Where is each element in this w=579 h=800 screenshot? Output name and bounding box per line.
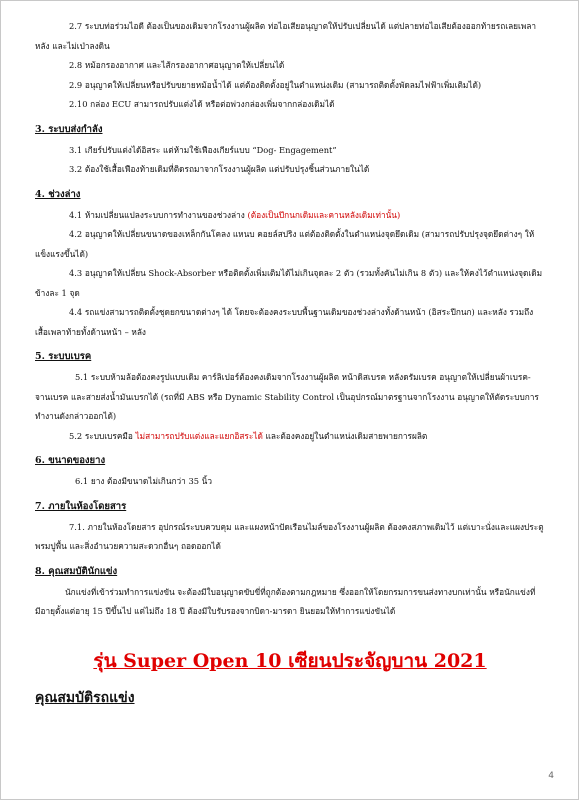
item-5-2 [35, 427, 545, 447]
page-number: 4 [548, 771, 554, 781]
item-3-2: 3.2 ต้องใช้เสื้อเฟืองท้ายเดิมที่ติดรถมาจากโรงงานผู้ผลิต แต่ปรับปรุงชิ้นส่วนภายในได้ [69, 164, 370, 174]
item-5-2-highlight: ไม่สามารถปรับแต่งและแยกอิสระได้ [135, 430, 263, 441]
item-4-1-text: 4.1 ห้ามเปลี่ยนแปลงระบบการทำงานของช่วงล่าง [69, 209, 248, 220]
item-4-1 [35, 206, 545, 226]
item-4-2: 4.2 อนุญาตให้เปลี่ยนขนาดของเหล็กกันโคลง แหนบ คอยล์สปริง แต่ต้องติดตั้งในตำแหน่งจุดยึดเดิม (สามารถปรับปรุงจุดยึดต่างๆ ให้แข็งแรงขึ้นได้) [35, 229, 535, 259]
item-5-2-text-a: 5.2 ระบบเบรคมือ [69, 430, 136, 441]
section-8-heading: 8. คุณสมบัตินักแข่ง [35, 565, 118, 577]
section-7-heading: 7. ภายในห้องโดยสาร [35, 500, 127, 512]
section-3-heading: 3. ระบบส่งกำลัง [35, 123, 103, 135]
section-4-heading: 4. ช่วงล่าง [35, 188, 81, 200]
section-8-body: นักแข่งที่เข้าร่วมทำการแข่งขัน จะต้องมีใบอนุญาตขับขี่ที่ถูกต้องตามกฎหมาย ซึ่งออกให้โดยกรมการขนส่งทางบกเท่านั้น หรือนักแข่งที่มีอายุตั้งแต่อายุ 15 ปีขึ้นไป แต่ไม่ถึง 18 ปี ต้องมีใบรับรองจากบิดา-มารดา ยินยอมให้ทำการแข่งขันได้ [35, 586, 536, 616]
class-title: รุ่น Super Open 10 เซียนประจัญบาน 2021 [93, 649, 487, 672]
page-content [35, 17, 545, 710]
item-5-1: 5.1 ระบบห้ามล้อต้องคงรูปแบบเดิม คาร์ลิเปอร์ต้องคงเดิมจากโรงงานผู้ผลิต หน้าดิสเบรค หลังดรัมเบรค อนุญาตให้เปลี่ยนผ้าเบรค-จานเบรค และสายส่งน้ำมันเบรกได้ (รถที่มี ABS หรือ Dynamic Stability Control เป็นอุปกรณ์มาตรฐานจากโรงงาน อนุญาตให้ตัดระบบการทำงานดังกล่าวออกได้) [35, 372, 539, 421]
item-4-1-highlight: (ต้องเป็นปีกนกเดิมและคานหลังเดิมเท่านั้น) [247, 209, 401, 220]
item-4-4: 4.4 รถแข่งสามารถติดตั้งชุดยกขนาดต่างๆ ได้ โดยจะต้องคงระบบพื้นฐานเดิมของช่วงล่างทั้งด้านหน้า (อิสระปีกนก) และหลัง รวมถึงเสื้อเพลาท้ายทั้งด้านหน้า – หลัง [35, 307, 534, 337]
class-subtitle: คุณสมบัติรถแข่ง [35, 689, 135, 706]
item-2-7: 2.7 ระบบท่อร่วมไอดี ต้องเป็นของเดิมจากโรงงานผู้ผลิต ท่อไอเสียอนุญาตให้ปรับเปลี่ยนได้ แต่ปลายท่อไอเสียต้องออกท้ายรถเลยเพลาหลัง และไม่เป่าลงดิน [35, 21, 537, 51]
item-4-3: 4.3 อนุญาตให้เปลี่ยน Shock-Absorber หรือติดตั้งเพิ่มเติมได้ไม่เกินจุดละ 2 ตัว (รวมทั้งคันไม่เกิน 8 ตัว) และให้คงไว้ตำแหน่งจุดเดิมข้างละ 1 จุด [35, 268, 543, 298]
item-5-2-text-b: และต้องคงอยู่ในตำแหน่งเดิมสายพายการผลิต [262, 430, 428, 441]
item-3-1: 3.1 เกียร์ปรับแต่งได้อิสระ แต่ห้ามใช้เฟืองเกียร์แบบ “Dog- Engagement” [69, 144, 337, 155]
item-2-10: 2.10 กล่อง ECU สามารถปรับแต่งได้ หรือต่อพ่วงกล่องเพิ่มจากกล่องเดิมได้ [69, 99, 335, 109]
item-7-1: 7.1. ภายในห้องโดยสาร อุปกรณ์ระบบควบคุม และแผงหน้าปัดเรือนไมล์ของโรงงานผู้ผลิต ต้องคงสภาพเดิมไว้ แต่เบาะนั่งและแผงประตู พรมปูพื้น และสิ่งอำนวยความสะดวกอื่นๆ ถอดออกได้ [35, 521, 544, 551]
section-5-heading: 5. ระบบเบรค [35, 351, 92, 362]
section-6-heading: 6. ขนาดของยาง [35, 455, 106, 466]
item-6-1: 6.1 ยาง ต้องมีขนาดไม่เกินกว่า 35 นิ้ว [75, 476, 212, 486]
item-2-9: 2.9 อนุญาตให้เปลี่ยนหรือปรับขยายหม้อน้ำได้ แต่ต้องติดตั้งอยู่ในตำแหน่งเดิม (สามารถติดตั้งพัดลมไฟฟ้าเพิ่มเติมได้) [69, 79, 482, 90]
item-2-8: 2.8 หม้อกรองอากาศ และไส้กรองอากาศอนุญาตให้เปลี่ยนได้ [69, 60, 285, 70]
